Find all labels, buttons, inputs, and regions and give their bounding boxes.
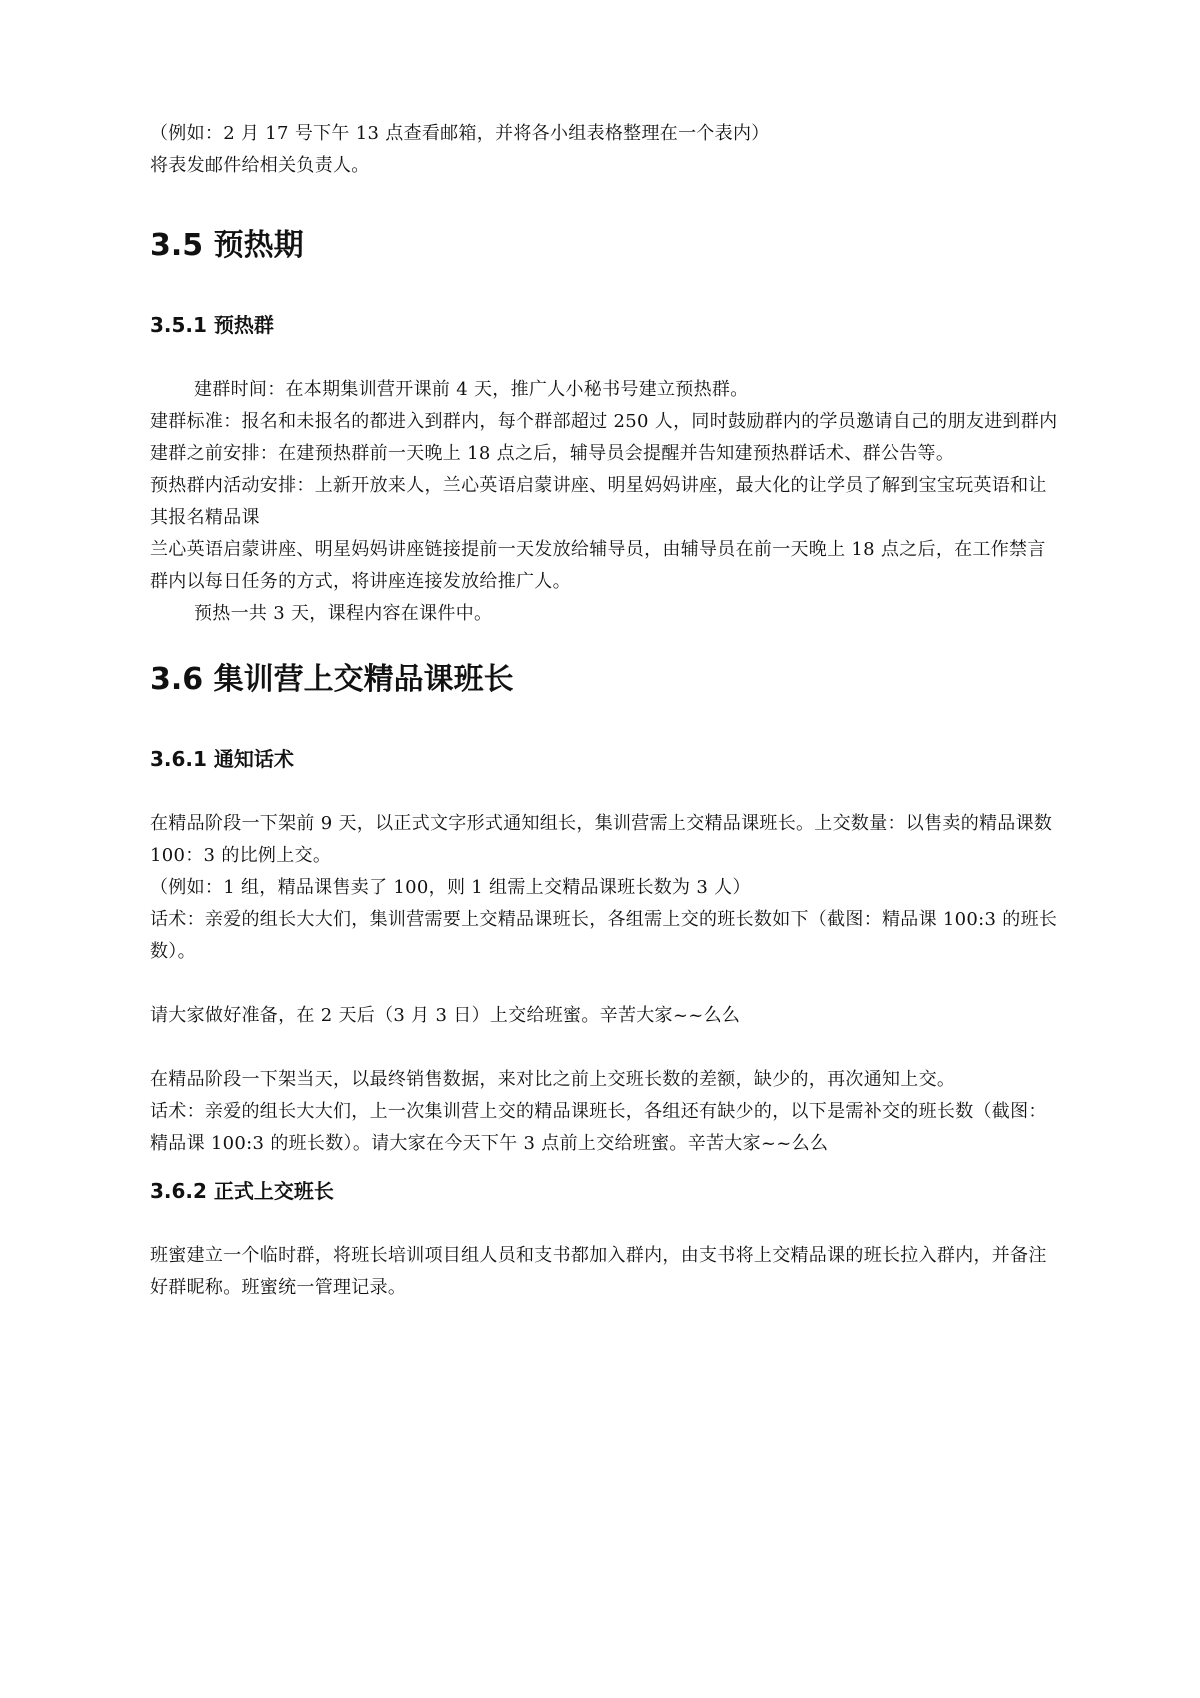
paragraph: 建群标准：报名和未报名的都进入到群内，每个群部超过 250 人，同时鼓励群内的学员邀请自己的朋友进到群内	[150, 411, 1058, 432]
section-heading-3-6: 3.6 集训营上交精品课班长	[150, 662, 514, 697]
paragraph: 将表发邮件给相关负责人。	[150, 155, 370, 176]
subsection-heading-3-5-1: 3.5.1 预热群	[150, 313, 274, 337]
paragraph: 兰心英语启蒙讲座、明星妈妈讲座链接提前一天发放给辅导员，由辅导员在前一天晚上 18 点之后，在工作禁言群内以每日任务的方式，将讲座连接发放给推广人。	[150, 539, 1046, 592]
paragraph: 请大家做好准备，在 2 天后（3 月 3 日）上交给班蜜。辛苦大家~~么么	[150, 1005, 741, 1026]
document-body	[150, 118, 1060, 1304]
paragraph: 预热一共 3 天，课程内容在课件中。	[194, 603, 493, 624]
section-heading-3-5: 3.5 预热期	[150, 228, 304, 263]
paragraph: 在精品阶段一下架当天，以最终销售数据，来对比之前上交班长数的差额，缺少的，再次通知上交。	[150, 1069, 956, 1090]
paragraph: 建群之前安排：在建预热群前一天晚上 18 点之后，辅导员会提醒并告知建预热群话术、群公告等。	[150, 443, 955, 464]
paragraph: 在精品阶段一下架前 9 天，以正式文字形式通知组长，集训营需上交精品课班长。上交数量：以售卖的精品课数 100：3 的比例上交。	[150, 813, 1053, 866]
paragraph: 话术：亲爱的组长大大们，集训营需要上交精品课班长，各组需上交的班长数如下（截图：精品课 100:3 的班长数）。	[150, 909, 1058, 962]
example-note: （例如：1 组，精品课售卖了 100，则 1 组需上交精品课班长数为 3 人）	[150, 877, 751, 898]
paragraph: 班蜜建立一个临时群，将班长培训项目组人员和支书都加入群内，由支书将上交精品课的班长拉入群内，并备注好群昵称。班蜜统一管理记录。	[150, 1245, 1047, 1298]
subsection-heading-3-6-2: 3.6.2 正式上交班长	[150, 1179, 334, 1203]
subsection-heading-3-6-1: 3.6.1 通知话术	[150, 747, 294, 771]
paragraph: 预热群内活动安排：上新开放来人，兰心英语启蒙讲座、明星妈妈讲座，最大化的让学员了解到宝宝玩英语和让其报名精品课	[150, 475, 1047, 528]
paragraph: 话术：亲爱的组长大大们，上一次集训营上交的精品课班长，各组还有缺少的，以下是需补交的班长数（截图：精品课 100:3 的班长数）。请大家在今天下午 3 点前上交给班蜜。辛苦大家~~么么	[150, 1101, 1047, 1154]
paragraph: 建群时间：在本期集训营开课前 4 天，推广人小秘书号建立预热群。	[194, 379, 749, 400]
example-note: （例如：2 月 17 号下午 13 点查看邮箱，并将各小组表格整理在一个表内）	[150, 123, 770, 144]
